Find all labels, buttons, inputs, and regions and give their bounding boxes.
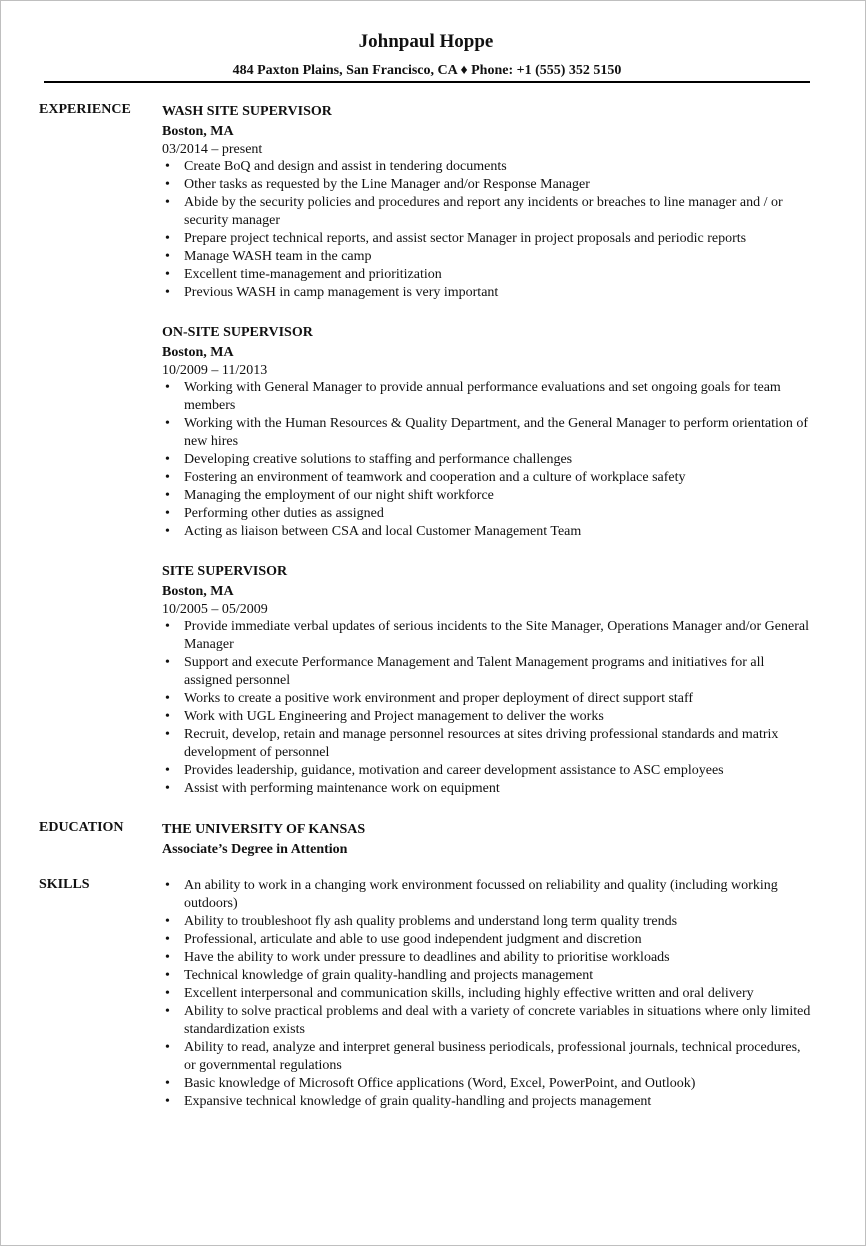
list-item: • Manage WASH team in the camp	[162, 248, 814, 266]
section-label-education: EDUCATION	[39, 820, 124, 835]
experience-content	[162, 101, 814, 820]
job-bullets	[162, 158, 814, 302]
list-item: • Abide by the security policies and procedures and report any incidents or breaches to line manager and / or security manager	[162, 194, 814, 230]
list-item: • Ability to read, analyze and interpret general business periodicals, professional journals, technical procedures, or governmental regulations	[162, 1039, 814, 1075]
job-bullets	[162, 379, 814, 541]
header-divider	[44, 81, 810, 83]
list-item: • Prepare project technical reports, and assist sector Manager in project proposals and periodic reports	[162, 230, 814, 248]
job-title: WASH SITE SUPERVISOR	[162, 104, 332, 119]
list-item: • Excellent time-management and prioritization	[162, 266, 814, 284]
list-item: • Provides leadership, guidance, motivation and career development assistance to ASC employees	[162, 762, 814, 780]
job-dates: 03/2014 – present	[162, 142, 263, 157]
job-entry	[162, 563, 814, 798]
list-item: • Recruit, develop, retain and manage personnel resources at sites driving professional standards and matrix development of personnel	[162, 726, 814, 762]
list-item: • Assist with performing maintenance work on equipment	[162, 780, 814, 798]
list-item: • Basic knowledge of Microsoft Office applications (Word, Excel, PowerPoint, and Outlook)	[162, 1075, 814, 1093]
school-name: THE UNIVERSITY OF KANSAS	[162, 822, 366, 837]
contact-line: 484 Paxton Plains, San Francisco, CA ♦ Phone: +1 (555) 352 5150	[232, 63, 622, 78]
skills-content	[162, 877, 814, 1111]
degree: Associate’s Degree in Attention	[162, 842, 348, 857]
list-item: • Technical knowledge of grain quality-handling and projects management	[162, 967, 814, 985]
list-item: • Expansive technical knowledge of grain quality-handling and projects management	[162, 1093, 814, 1111]
education-content	[162, 819, 814, 859]
list-item: • Create BoQ and design and assist in tendering documents	[162, 158, 814, 176]
job-dates: 10/2005 – 05/2009	[162, 602, 268, 617]
job-location: Boston, MA	[162, 345, 234, 360]
list-item: • An ability to work in a changing work environment focussed on reliability and quality (including working outdoors)	[162, 877, 814, 913]
job-bullets	[162, 618, 814, 798]
list-item: • Support and execute Performance Management and Talent Management programs and initiatives for all assigned personnel	[162, 654, 814, 690]
list-item: • Acting as liaison between CSA and local Customer Management Team	[162, 523, 814, 541]
list-item: • Professional, articulate and able to use good independent judgment and discretion	[162, 931, 814, 949]
list-item: • Ability to troubleshoot fly ash quality problems and understand long term quality trends	[162, 913, 814, 931]
skills-list	[162, 877, 814, 1111]
job-entry	[162, 103, 814, 302]
job-dates: 10/2009 – 11/2013	[162, 363, 268, 378]
list-item: • Work with UGL Engineering and Project management to deliver the works	[162, 708, 814, 726]
job-location: Boston, MA	[162, 124, 234, 139]
job-entry	[162, 324, 814, 541]
section-label-skills: SKILLS	[39, 877, 90, 892]
list-item: • Working with the Human Resources & Quality Department, and the General Manager to perform orientation of new hires	[162, 415, 814, 451]
list-item: • Works to create a positive work environment and proper deployment of direct support staff	[162, 690, 814, 708]
list-item: • Excellent interpersonal and communication skills, including highly effective written and oral delivery	[162, 985, 814, 1003]
list-item: • Provide immediate verbal updates of serious incidents to the Site Manager, Operations Manager and/or General Manager	[162, 618, 814, 654]
list-item: • Performing other duties as assigned	[162, 505, 814, 523]
list-item: • Other tasks as requested by the Line Manager and/or Response Manager	[162, 176, 814, 194]
list-item: • Working with General Manager to provide annual performance evaluations and set ongoing goals for team members	[162, 379, 814, 415]
list-item: • Ability to solve practical problems and deal with a variety of concrete variables in situations where only limited standardization exists	[162, 1003, 814, 1039]
job-title: ON-SITE SUPERVISOR	[162, 325, 313, 340]
job-location: Boston, MA	[162, 584, 234, 599]
list-item: • Have the ability to work under pressure to deadlines and ability to prioritise workloads	[162, 949, 814, 967]
list-item: • Managing the employment of our night shift workforce	[162, 487, 814, 505]
job-title: SITE SUPERVISOR	[162, 564, 288, 579]
candidate-name: Johnpaul Hoppe	[358, 31, 494, 52]
section-label-experience: EXPERIENCE	[39, 102, 131, 117]
list-item: • Fostering an environment of teamwork and cooperation and a culture of workplace safety	[162, 469, 814, 487]
list-item: • Developing creative solutions to staffing and performance challenges	[162, 451, 814, 469]
list-item: • Previous WASH in camp management is very important	[162, 284, 814, 302]
